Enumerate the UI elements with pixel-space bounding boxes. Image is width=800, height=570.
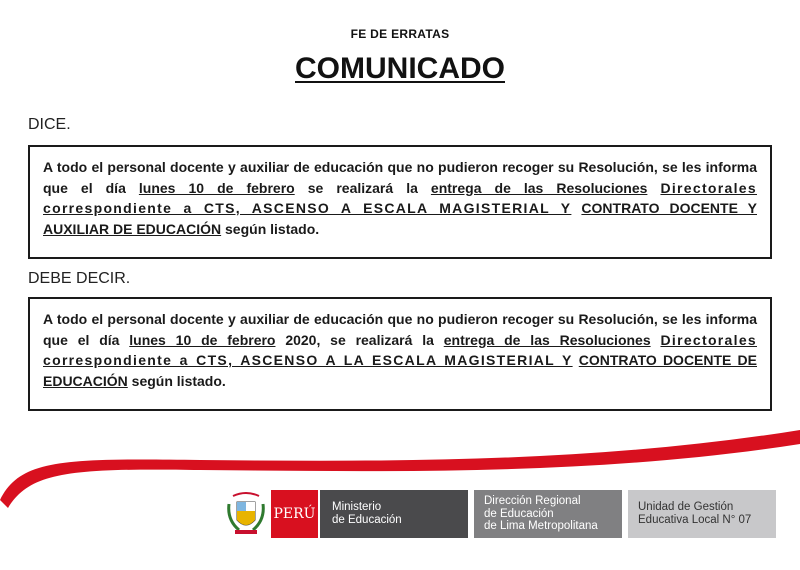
debe-underline-1: entrega de las Resoluciones xyxy=(443,331,651,348)
page-title: COMUNICADO xyxy=(295,52,505,85)
ugel-line-1: Unidad de Gestión xyxy=(638,501,734,513)
dice-date: lunes 10 de febrero xyxy=(138,179,295,196)
dice-underline-3: CONTRATO DOCENTE Y AUXILIAR DE EDUCACIÓN xyxy=(43,200,757,237)
kicker-text: FE DE ERRATAS xyxy=(350,27,450,41)
drelm-line-3: de Lima Metropolitana xyxy=(484,520,598,533)
ugel-logo xyxy=(628,490,776,538)
debe-decir-label: DEBE DECIR. xyxy=(28,270,131,287)
dice-text-3: según listado. xyxy=(221,220,320,237)
dice-underline-2: Directorales correspondiente a CTS, ASCENSO A ESCALA MAGISTERIAL Y xyxy=(43,179,757,216)
drelm-line-2: de Educación xyxy=(484,507,554,520)
drelm-line-1: Dirección Regional xyxy=(484,495,581,508)
peru-logo: PERÚ xyxy=(271,490,318,538)
debe-date: lunes 10 de febrero xyxy=(129,331,276,348)
dice-box xyxy=(28,145,772,259)
dice-text-1: A todo el personal docente y auxiliar de educación que no pudieron recoger su Resolución, se les informa que el día xyxy=(43,159,757,196)
dice-label: DICE. xyxy=(28,116,71,133)
minedu-line-1: Ministerio xyxy=(332,501,382,513)
peru-coat-of-arms-icon xyxy=(225,490,267,538)
debe-underline-3: CONTRATO DOCENTE DE EDUCACIÓN xyxy=(43,352,757,389)
debe-text-3: según listado. xyxy=(127,372,226,389)
debe-decir-box xyxy=(28,297,772,411)
minedu-logo xyxy=(320,490,468,538)
dice-text-2: se realizará la xyxy=(294,179,431,196)
debe-underline-2: Directorales correspondiente a CTS, ASCENSO A LA ESCALA MAGISTERIAL Y xyxy=(43,331,757,368)
debe-text-2: 2020, se realizará la xyxy=(275,331,444,348)
drelm-logo xyxy=(474,490,622,538)
logo-strip xyxy=(225,490,776,538)
minedu-line-2: de Educación xyxy=(332,514,402,526)
dice-underline-1: entrega de las Resoluciones xyxy=(430,179,648,196)
debe-text-1: A todo el personal docente y auxiliar de educación que no pudieron recoger su Resolución, se les informa que el día xyxy=(43,311,757,348)
ugel-line-2: Educativa Local N° 07 xyxy=(638,514,752,526)
